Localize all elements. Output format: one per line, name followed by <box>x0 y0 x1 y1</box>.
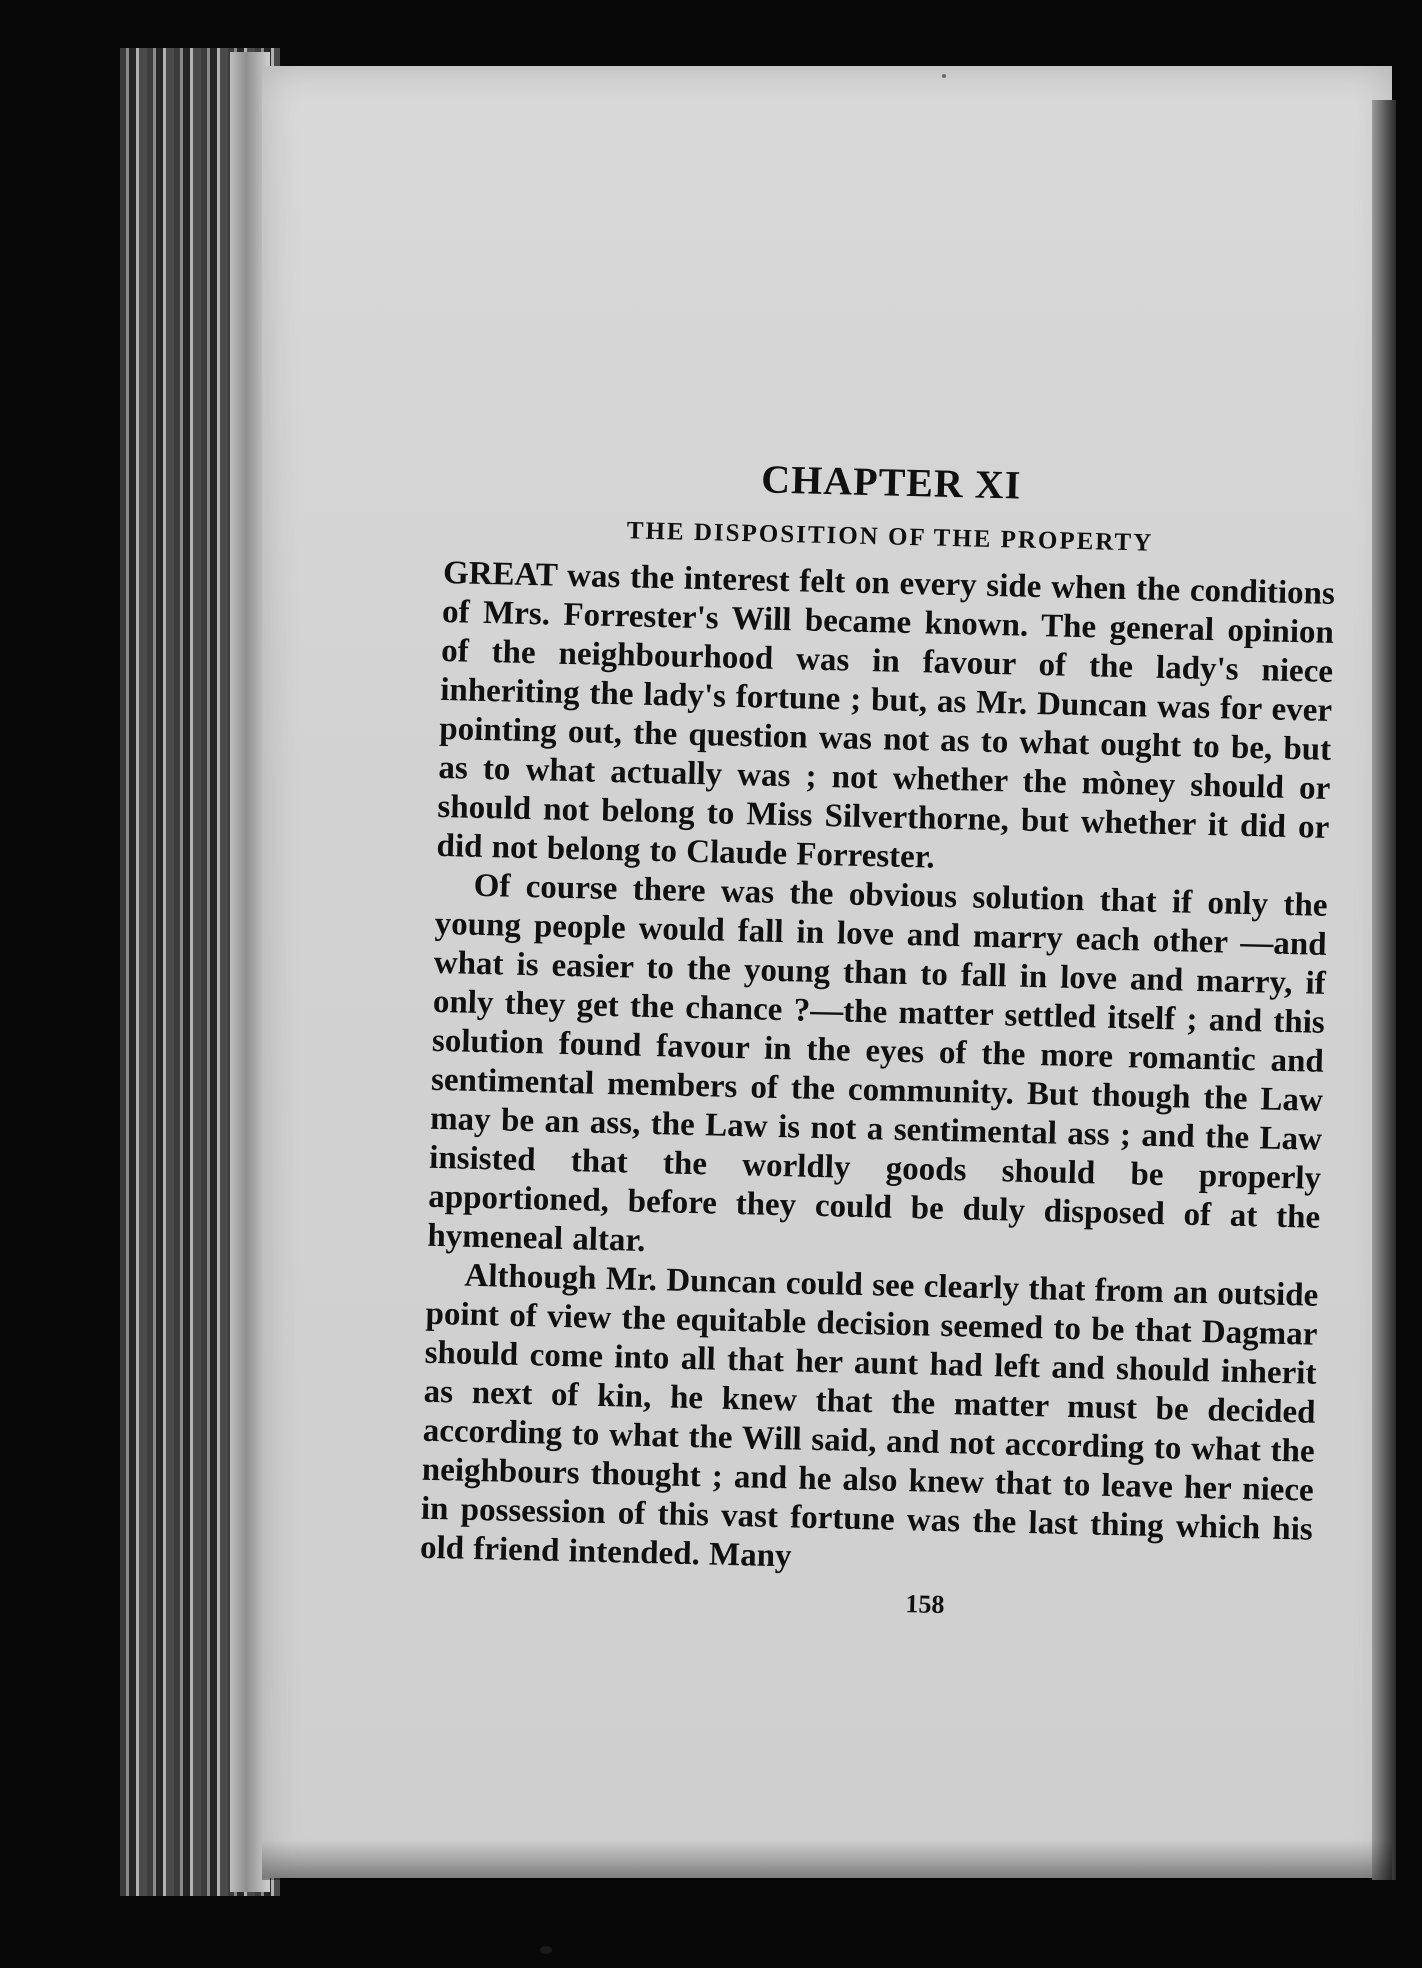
chapter-subtitle: THE DISPOSITION OF THE PROPERTY <box>626 517 1154 557</box>
paragraph-2: Of course there was the obvious solution that if only the young people would fall in love and marry each other —and what is easier to the young than to fall in love and marry, if only they get the chance ?—the matter settled itself ; and this solution found favour in the eyes of the more romantic and sentimental members of the community. But though the Law may be an ass, the Law is not a sentimental ass ; and the Law insisted that the worldly goods should be properly apportioned, before they could be duly disposed of at the hymeneal altar. <box>427 867 1328 1259</box>
chapter-title: CHAPTER XI <box>760 456 1022 508</box>
page-bottom-shadow <box>262 1840 1392 1880</box>
scan-speck <box>942 74 946 78</box>
page-text-block <box>419 448 1338 1629</box>
page-right-edge <box>1372 100 1396 1880</box>
page-number: 158 <box>905 1589 945 1620</box>
scan-speck <box>540 1946 552 1954</box>
paragraph-1: GREAT was the interest felt on every side when the conditions of Mrs. Forrester's Will became known. The general opinion of the neighbourhood was in favour of the lady's niece inheriting the lady's fortune ; but, as Mr. Duncan was for ever pointing out, the question was not as to what ought to be, but as to what actually was ; not whether the mòney should or should not belong to Miss Silverthorne, but whether it did or did not belong to Claude Forrester. <box>436 554 1336 876</box>
paragraph-3: Although Mr. Duncan could see clearly that from an outside point of view the equitable decision seemed to be that Dagmar should come into all that her aunt had left and should inherit as next of kin, he knew that the matter must be decided according to what the Will said, and not according to what the neighbours thought ; and he also knew that to leave her niece in possession of this vast fortune was the last thing which his old friend intended. Many <box>419 1257 1319 1575</box>
